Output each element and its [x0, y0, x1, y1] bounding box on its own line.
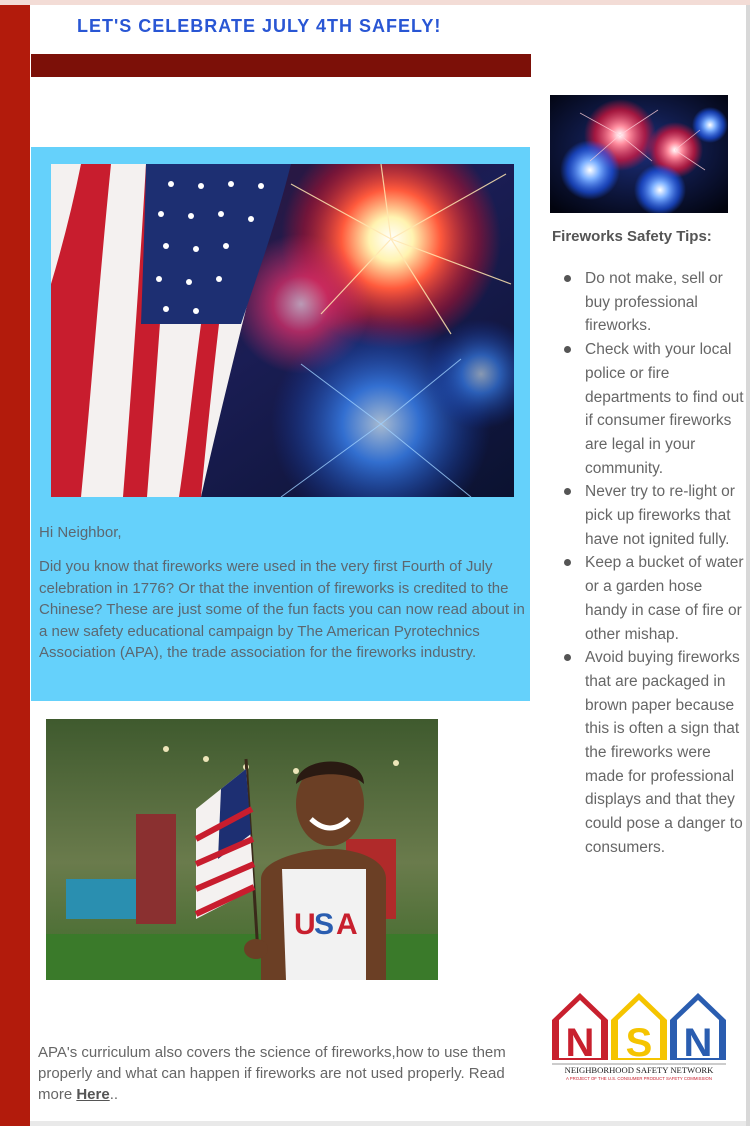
tip-item: Check with your local police or fire departments to find out if consumer fireworks are legal in your community. — [585, 338, 745, 480]
tips-title: Fireworks Safety Tips: — [552, 228, 712, 245]
read-more-link[interactable]: Here — [76, 1086, 110, 1103]
greeting-text: Hi Neighbor, — [39, 524, 122, 541]
tips-list — [585, 267, 745, 860]
svg-text:S: S — [314, 908, 335, 941]
nsn-logo — [549, 990, 729, 1082]
closing-end: .. — [109, 1086, 119, 1103]
sidebar-fireworks-image — [550, 95, 728, 213]
logo-letter-n: N — [565, 1021, 595, 1065]
top-strip — [0, 0, 750, 5]
logo-tagline: A PROJECT OF THE U.S. CONSUMER PRODUCT SAFETY COMMISSION — [565, 1076, 713, 1081]
intro-paragraph: Did you know that fireworks were used in the very first Fourth of July celebration in 1776? Or that the invention of fireworks is credited to the Chinese? These are just some of the fun facts you can now read about in a new safety educational campaign by The American Pyrotechnics Association (APA), the trade association for the fireworks industry. — [39, 558, 525, 661]
svg-text:U: U — [294, 908, 316, 941]
bottom-border — [30, 1121, 746, 1126]
logo-name: NEIGHBORHOOD SAFETY NETWORK — [564, 1065, 714, 1075]
svg-text:A: A — [336, 908, 358, 941]
right-border — [746, 5, 750, 1126]
logo-letter-n: N — [683, 1021, 713, 1065]
tip-item: Do not make, sell or buy professional fireworks. — [585, 267, 745, 338]
closing-text: APA's curriculum also covers the science of fireworks,how to use them properly and what can happen if fireworks are not used properly. Read more — [38, 1044, 506, 1103]
boy-with-flag-image — [46, 719, 438, 980]
left-red-border — [0, 5, 30, 1126]
hero-flag-fireworks-image — [51, 164, 514, 497]
closing-paragraph — [38, 1042, 533, 1105]
tip-item: Never try to re-light or pick up fireworks that have not ignited fully. — [585, 480, 745, 551]
heading-divider-bar — [31, 54, 531, 77]
newsletter-heading: LET'S CELEBRATE JULY 4TH SAFELY! — [77, 16, 442, 36]
tip-item: Avoid buying fireworks that are packaged in brown paper because this is often a sign that the fireworks were made for professional displays and that they could pose a danger to consumers. — [585, 646, 745, 859]
logo-letter-s: S — [625, 1021, 653, 1065]
tip-item: Keep a bucket of water or a garden hose handy in case of fire or other mishap. — [585, 551, 745, 646]
